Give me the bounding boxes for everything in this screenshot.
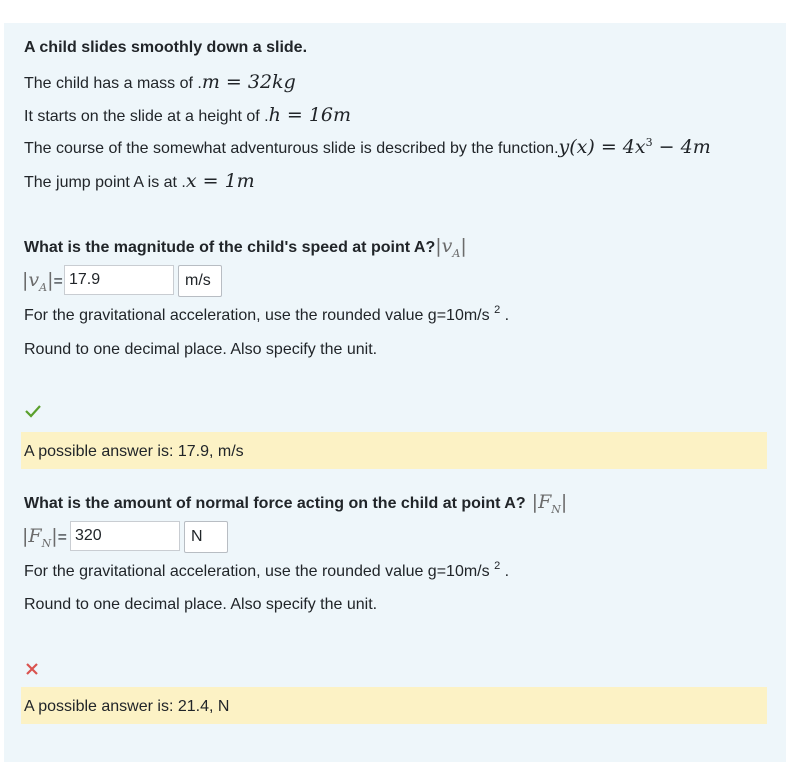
q1-question: What is the magnitude of the child's speed at point $A?|v_A|$ <box>24 235 467 260</box>
intro-function: The course of the somewhat adventurous slide is described by the function.y(x) = $4x^3 - 4m$ <box>24 136 711 158</box>
mass-formula: m = 32kg <box>201 71 296 93</box>
q2-question-math: $|F_N|$ <box>525 491 568 516</box>
height-formula: h = 16m <box>268 104 352 126</box>
intro-height: It starts on the slide at a height of .h = 16m <box>24 104 352 126</box>
cross-icon <box>25 662 39 681</box>
q2-label: $|F_N|=$ <box>22 525 67 550</box>
q2-unit-input[interactable]: N <box>184 521 228 553</box>
q1-hint-rounding: Round to one decimal place. Also specify the unit. <box>24 341 378 358</box>
q1-value-input[interactable]: 17.9 <box>64 265 174 295</box>
q2-value-input[interactable]: 320 <box>70 521 180 551</box>
q1-label: $|v_A|=$ <box>22 269 63 294</box>
intro-jump-point: The jump point A is at .x = 1m <box>24 170 255 192</box>
q1-answer-feedback: A possible answer is: 17.9, m/s <box>21 432 767 469</box>
q2-answer-feedback: A possible answer is: 21.4, N <box>21 687 767 724</box>
q1-hint-gravity: For the gravitational acceleration, use the rounded value g=10m/s $^2$ . <box>24 304 510 324</box>
q2-hint-rounding: Round to one decimal place. Also specify the unit. <box>24 596 378 613</box>
q2-hint-gravity: For the gravitational acceleration, use the rounded value g=10m/s $^2$ . <box>24 560 510 580</box>
jump-formula: x = 1m <box>185 170 255 192</box>
function-formula: $y(x) = 4x^3 - 4m$ <box>558 136 711 158</box>
question-panel <box>4 23 786 762</box>
q1-question-math: $|v_A|$ <box>435 235 467 260</box>
q1-unit-input[interactable]: m/s <box>178 265 222 297</box>
intro-title: A child slides smoothly down a slide. <box>24 39 308 56</box>
intro-mass: The child has a mass of .m = 32kg <box>24 71 296 93</box>
q2-question: What is the amount of normal force acting on the child at point A? $|F_N|$ <box>24 491 568 516</box>
check-icon <box>24 403 42 424</box>
